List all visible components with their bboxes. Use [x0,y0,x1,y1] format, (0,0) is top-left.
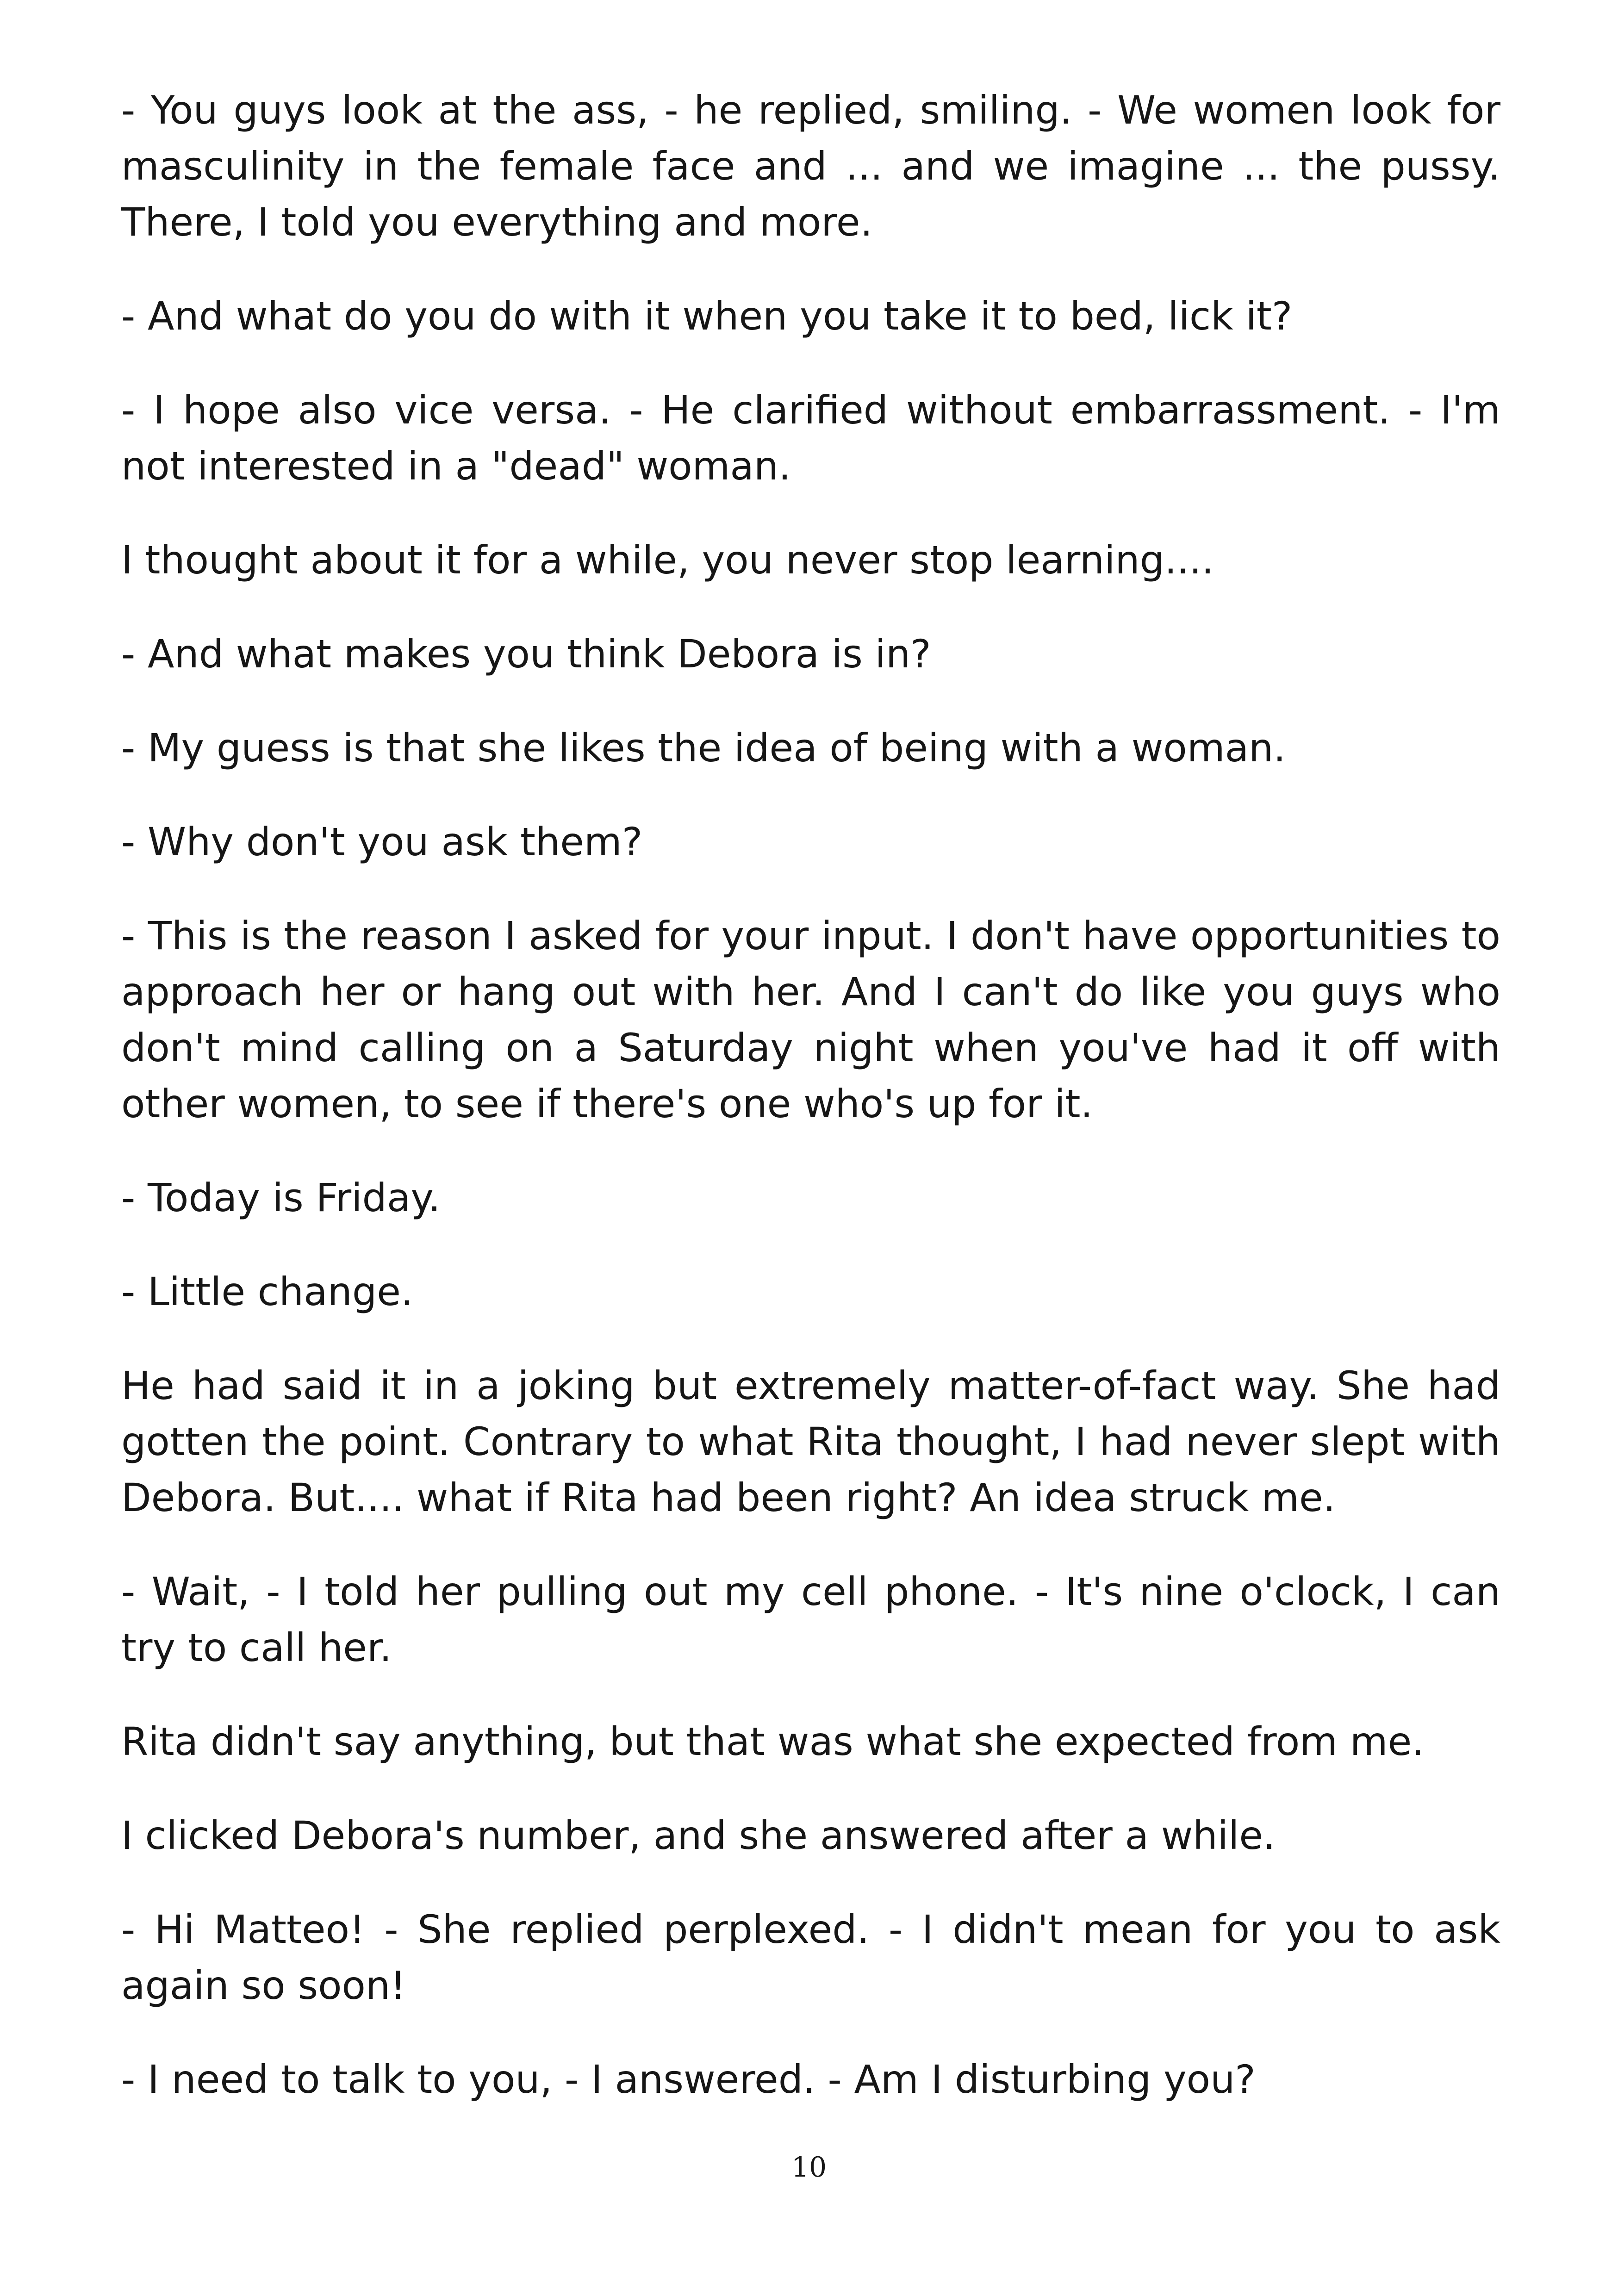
paragraph: - Wait, - I told her pulling out my cell phone. - It's nine o'clock, I can try to call her. [121,1569,1500,1670]
paragraph: I thought about it for a while, you never stop learning.... [121,537,1214,583]
paragraph: - Hi Matteo! - She replied perplexed. - I didn't mean for you to ask again so soon! [121,1907,1500,2008]
paragraph: - And what makes you think Debora is in? [121,631,931,677]
paragraph: - This is the reason I asked for your input. I don't have opportunities to approach her or hang out with her. And I can't do like you guys who don't mind calling on a Saturday night when you've had it off with other women, to see if there's one who's up for it. [121,913,1500,1126]
paragraph: - Why don't you ask them? [121,819,643,865]
paragraph: - You guys look at the ass, - he replied, smiling. - We women look for masculinity in the female face and ... and we imagine ... the pussy. There, I told you everything and more. [121,87,1500,245]
body-text [121,82,1500,2146]
paragraph: - Little change. [121,1269,413,1314]
paragraph: He had said it in a joking but extremely matter-of-fact way. She had gotten the point. Contrary to what Rita thought, I had never slept with Debora. But.... what if Rita had been right? An idea struck me. [121,1363,1500,1520]
paragraph: - Today is Friday. [121,1175,441,1220]
page-number: 10 [791,2151,827,2184]
paragraph: - And what do you do with it when you take it to bed, lick it? [121,293,1293,339]
paragraph: I clicked Debora's number, and she answered after a while. [121,1813,1276,1858]
paragraph: - I need to talk to you, - I answered. - Am I disturbing you? [121,2057,1256,2102]
paragraph: - I hope also vice versa. - He clarified without embarrassment. - I'm not interested in a "dead" woman. [121,387,1500,489]
paragraph: Rita didn't say anything, but that was what she expected from me. [121,1719,1424,1764]
paragraph: - My guess is that she likes the idea of being with a woman. [121,725,1286,771]
